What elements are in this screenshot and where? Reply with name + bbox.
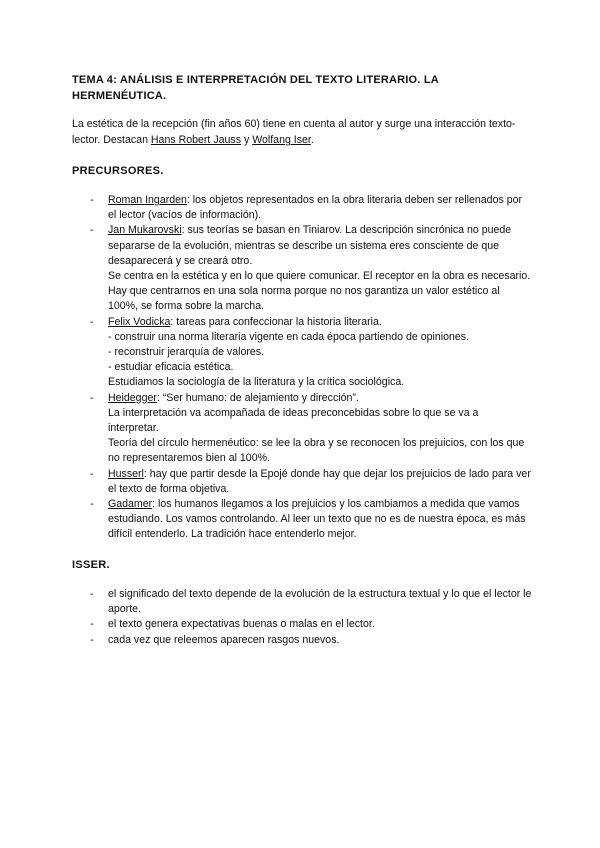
isser-text: cada vez que releemos aparecen rasgos nuevos. xyxy=(108,633,340,646)
precursor-name: Felix Vodicka xyxy=(108,315,171,328)
precursor-text: Se centra en la estética y en lo que quiere comunicar. El receptor en la obra es necesario. Hay que centrarnos en una sola norma porque no nos garantiza un valor estético al 100%, se forma sobre la marcha. xyxy=(108,270,531,313)
list-item xyxy=(72,223,532,314)
list-item xyxy=(72,633,532,648)
precursor-text: La interpretación va acompañada de ideas preconcebidas sobre lo que se va a interpretar. xyxy=(108,406,479,435)
bullet: - xyxy=(90,194,94,206)
isser-text: el texto genera expectativas buenas o malas en el lector. xyxy=(108,618,375,631)
precursores-list xyxy=(72,193,532,543)
precursor-text: : “Ser humano: de alejamiento y dirección”. xyxy=(156,391,359,404)
list-item xyxy=(72,193,532,223)
precursor-name: Jan Mukarovski xyxy=(108,224,182,237)
list-item xyxy=(72,391,532,467)
intro-paragraph xyxy=(72,116,532,148)
author-jauss: Hans Robert Jauss xyxy=(150,134,241,146)
precursor-text: - reconstruir jerarquía de valores. xyxy=(108,346,265,359)
precursor-text: - estudiar eficacia estética. xyxy=(108,361,234,374)
bullet: - xyxy=(90,498,94,511)
bullet: - xyxy=(90,391,94,404)
precursor-name: Gadamer xyxy=(108,498,153,511)
precursor-text: : tareas para confeccionar la historia literaria. xyxy=(170,315,382,328)
precursor-text: - construir una norma literaria vigente en cada época partiendo de opiniones. xyxy=(108,330,469,343)
bullet: - xyxy=(90,618,94,631)
bullet: - xyxy=(90,467,94,480)
list-item xyxy=(72,587,532,617)
intro-connector: y xyxy=(241,134,253,146)
list-item xyxy=(72,315,532,391)
intro-text: La estética de la recepción (fin años 60) tiene en cuenta al autor y surge una interacción texto-lector. Destacan xyxy=(72,118,516,146)
bullet: - xyxy=(90,224,94,237)
bullet: - xyxy=(90,588,94,600)
section-heading-precursores: PRECURSORES. xyxy=(72,165,164,177)
bullet: - xyxy=(90,315,94,328)
section-heading-isser: ISSER. xyxy=(72,559,110,571)
intro-end: . xyxy=(310,134,314,146)
precursor-text: : sus teorías se basan en Tiniarov. La descripción sincrónica no puede separarse de la evolución, mientras se describe un sistema eres consciente de que desaparecerá y se creará otro. xyxy=(108,224,512,267)
precursor-text: Teoría del círculo hermenéutico: se lee la obra y se reconocen los prejuicios, con los que no representaremos bien al 100%. xyxy=(108,437,525,465)
page-title: TEMA 4: ANÁLISIS E INTERPRETACIÓN DEL TEXTO LITERARIO. LA HERMENÉUTICA. xyxy=(72,74,439,102)
precursor-name: Heidegger xyxy=(108,391,157,404)
precursor-text: : los objetos representados en la obra literaria deben ser rellenados por el lector (vacíos de información). xyxy=(108,194,523,222)
precursor-name: Roman Ingarden xyxy=(108,194,187,206)
isser-list xyxy=(72,587,532,648)
precursor-text: Estudiamos la sociología de la literatura y la crítica sociológica. xyxy=(108,376,405,389)
list-item xyxy=(72,497,532,543)
list-item xyxy=(72,467,532,497)
precursor-text: : hay que partir desde la Epojé donde hay que dejar los prejuicios de lado para ver el texto de forma objetiva. xyxy=(108,467,531,495)
list-item xyxy=(72,617,532,632)
author-iser: Wolfang Iser xyxy=(252,134,311,146)
isser-text: el significado del texto depende de la evolución de la estructura textual y lo que el lector le aporte. xyxy=(108,588,532,616)
bullet: - xyxy=(90,633,94,646)
precursor-name: Husserl xyxy=(108,467,144,480)
precursor-text: : los humanos llegamos a los prejuicios y los cambiamos a medida que vamos estudiando. Los vamos controlando. Al leer un texto que no es de nuestra época, es más difícil entenderlo. La tradición hace entenderlo mejor. xyxy=(108,498,526,541)
